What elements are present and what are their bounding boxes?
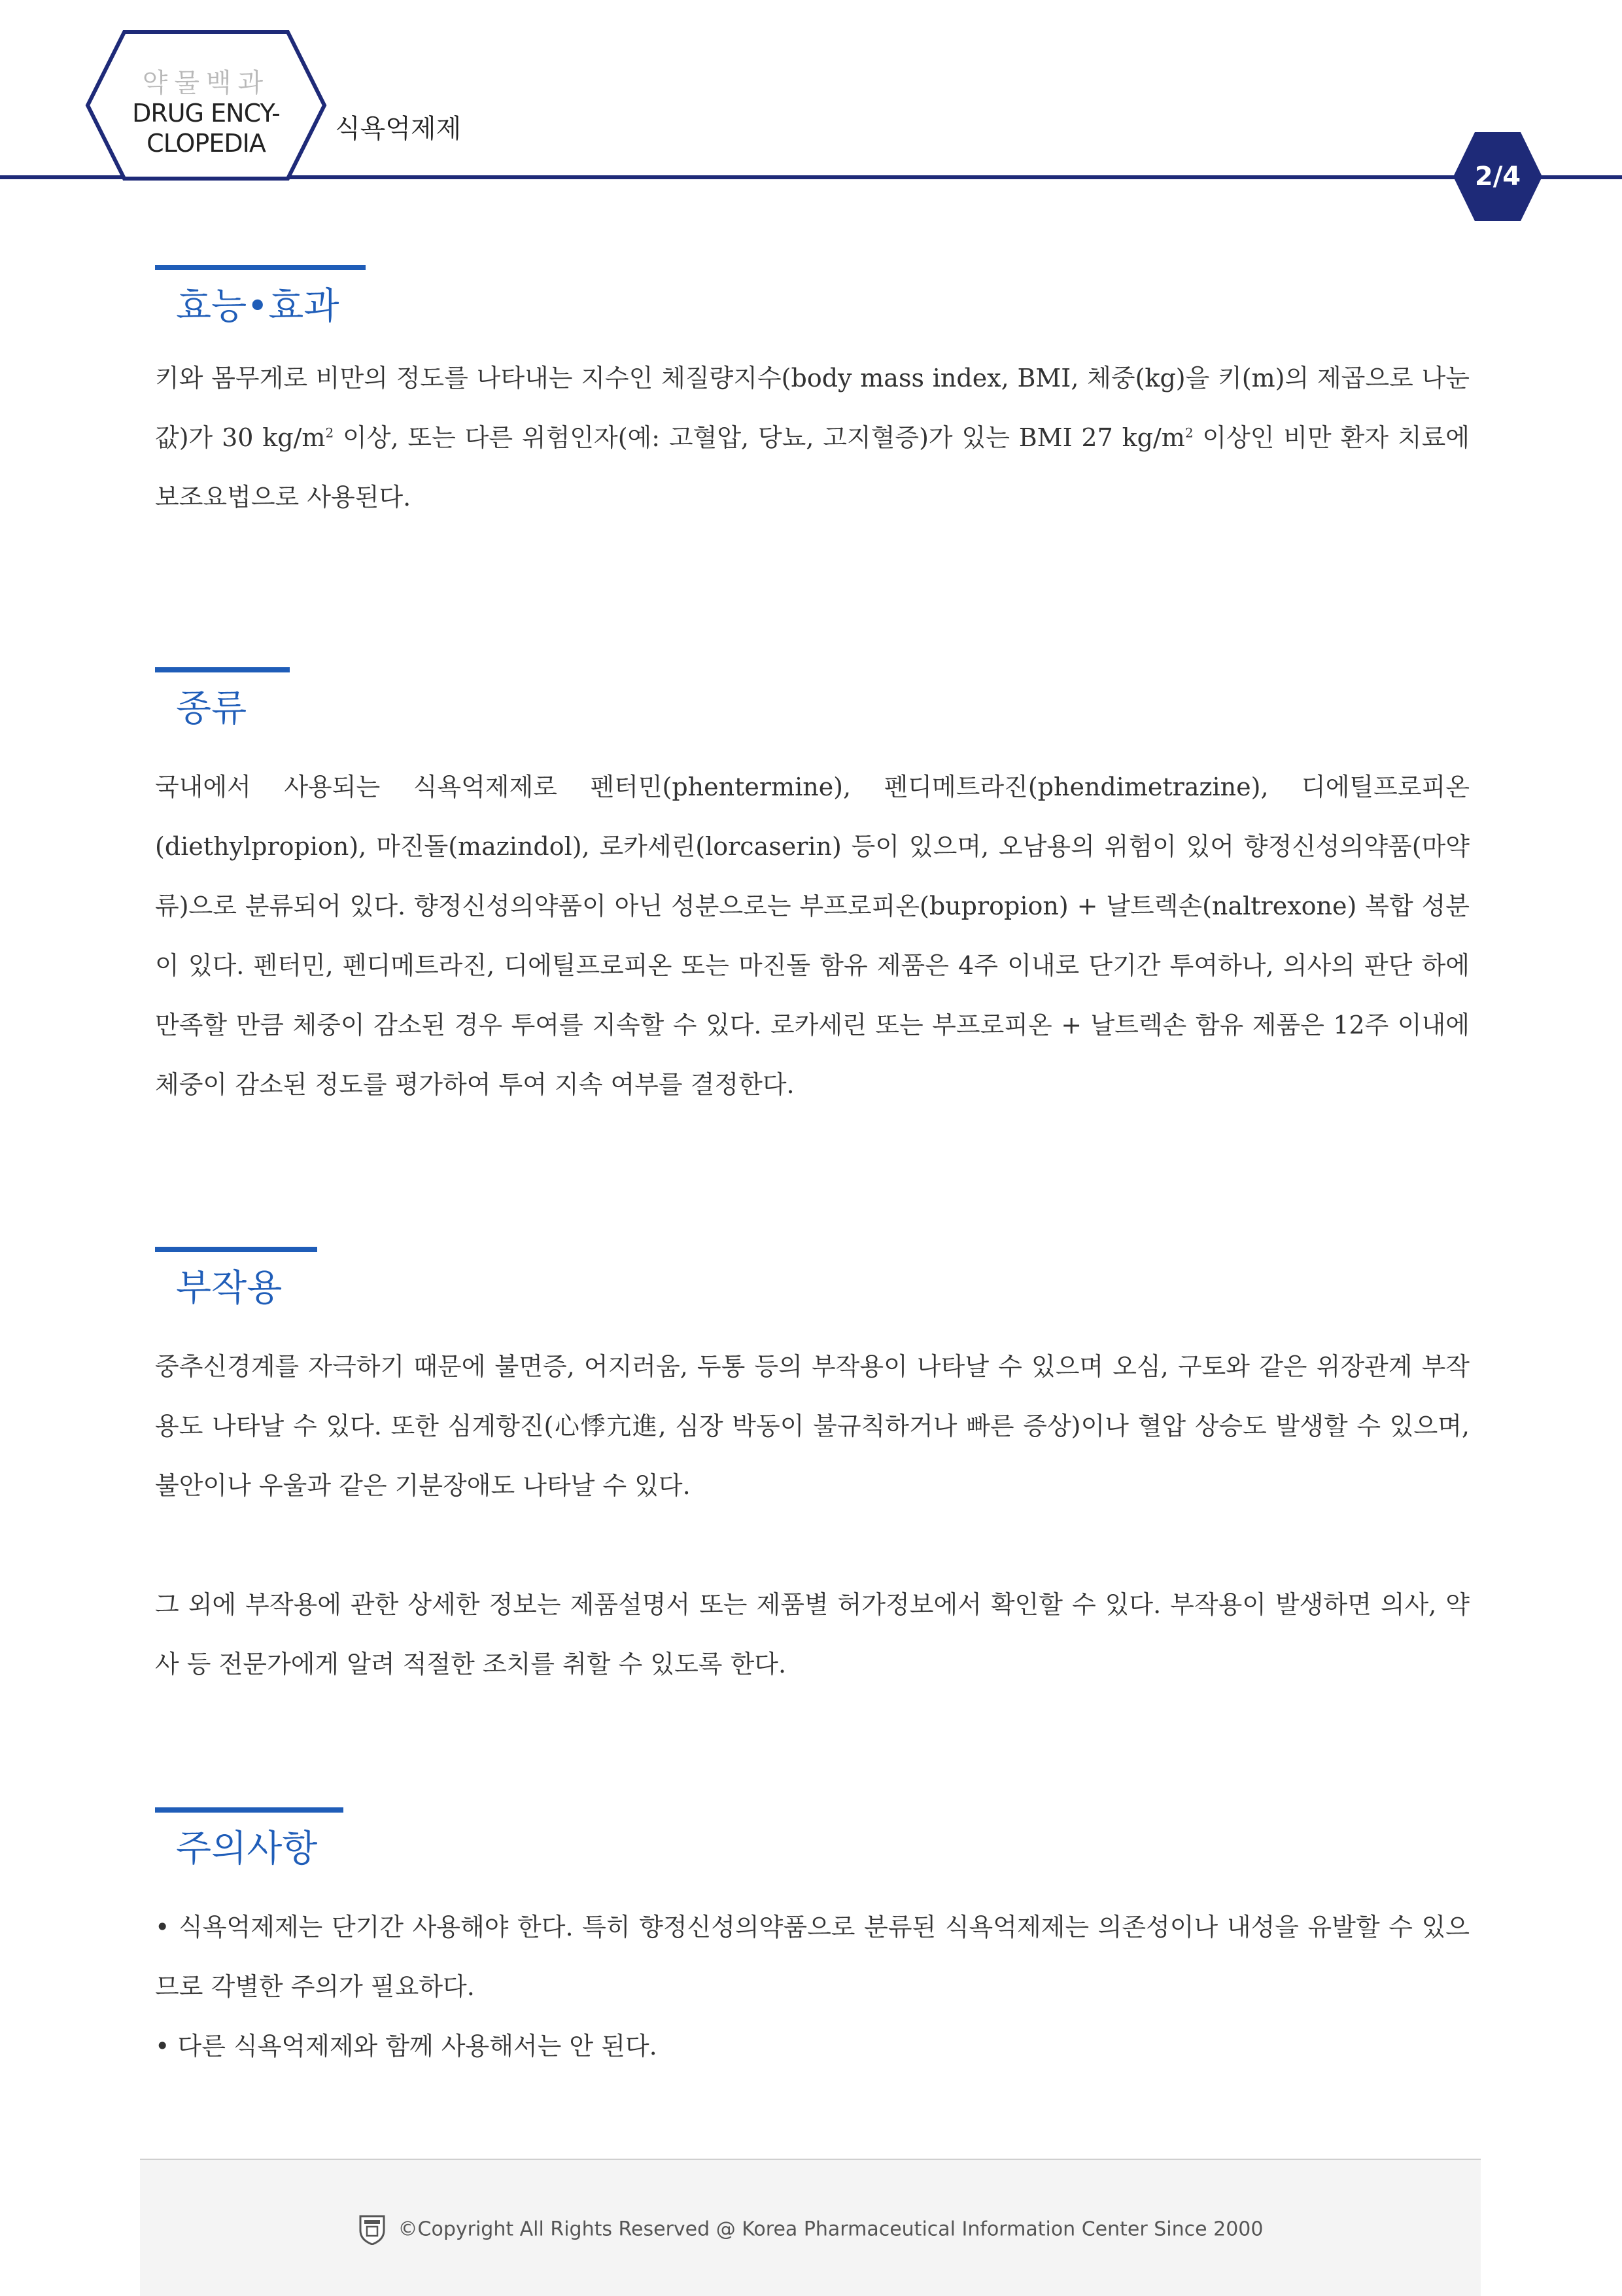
section-body — [155, 757, 1470, 1115]
section-precautions — [155, 1807, 1470, 2076]
shield-crest-icon — [358, 2214, 387, 2245]
side-effects-paragraph-2: 그 외에 부작용에 관한 상세한 정보는 제품설명서 또는 제품별 허가정보에서 확인할 수 있다. 부작용이 발생하면 의사, 약사 등 전문가에게 알려 적절한 조치를 취할 수 있도록 한다. — [155, 1590, 1470, 1679]
section-title: 종류 — [176, 687, 247, 730]
section-accent-bar — [155, 1807, 343, 1813]
document-title: 식욕억제제 — [335, 114, 462, 144]
section-body — [155, 1898, 1470, 2076]
efficacy-text-part3: 이상인 비만 환자 치료에 보조요법으로 사용된다. — [155, 423, 1470, 512]
section-accent-bar — [155, 265, 366, 270]
section-efficacy — [155, 265, 1470, 527]
logo-english-line1: DRUG ENCY- — [132, 99, 280, 128]
section-title: 주의사항 — [176, 1828, 318, 1870]
efficacy-paragraph — [155, 349, 1470, 527]
types-paragraph: 국내에서 사용되는 식욕억제제로 펜터민(phentermine), 펜디메트라진(phendimetrazine), 디에틸프로피온(diethylpropion), 마진돌(mazindol), 로카세린(lorcaserin) 등이 있으며, 오남용의 위험이 있어 향정신성의약품(마약류)으로 분류되어 있다. 향정신성의약품이 아닌 성분으로는 부프로피온(bupropion) + 날트렉손(naltrexone) 복합 성분이 있다. 펜터민, 펜디메트라진, 디에틸프로피온 또는 마진돌 함유 제품은 4주 이내로 단기간 투여하나, 의사의 판단 하에 만족할 만큼 체중이 감소된 경우 투여를 지속할 수 있다. 로카세린 또는 부프로피온 + 날트렉손 함유 제품은 12주 이내에 체중이 감소된 정도를 평가하여 투여 지속 여부를 결정한다. — [155, 773, 1470, 1099]
section-title: 효능•효과 — [176, 285, 339, 328]
section-side-effects — [155, 1247, 1470, 1694]
page-indicator-badge — [1452, 131, 1544, 222]
footer-content — [140, 2214, 1481, 2245]
logo-korean-text: 약물백과 — [142, 68, 270, 98]
section-accent-bar — [155, 1247, 317, 1252]
section-types — [155, 667, 1470, 1115]
precaution-bullet-1: • 식욕억제제는 단기간 사용해야 한다. 특히 향정신성의약품으로 분류된 식욕억제제는 의존성이나 내성을 유발할 수 있으므로 각별한 주의가 필요하다. — [155, 1913, 1470, 2001]
page-footer — [140, 2159, 1481, 2296]
efficacy-text-part2: 이상, 또는 다른 위험인자(예: 고혈압, 당뇨, 고지혈증)가 있는 BMI 27 kg/m — [334, 423, 1185, 452]
page-indicator: 2/4 — [1474, 162, 1521, 192]
section-accent-bar — [155, 667, 290, 672]
efficacy-text-part1: 키와 몸무게로 비만의 정도를 나타내는 지수인 체질량지수(body mass index, BMI, 체중(kg)을 키(m)의 제곱으로 나눈 값)가 30 kg/m — [155, 364, 1470, 452]
logo-english-line2: CLOPEDIA — [147, 129, 266, 158]
drug-encyclopedia-logo — [85, 29, 327, 181]
precaution-bullet-2: • 다른 식욕억제제와 함께 사용해서는 안 된다. — [155, 2032, 657, 2061]
superscript-2: 2 — [325, 425, 334, 441]
superscript-2: 2 — [1184, 425, 1194, 441]
copyright-text: ©Copyright All Rights Reserved @ Korea Pharmaceutical Information Center Since 2000 — [398, 2218, 1264, 2241]
side-effects-paragraph-1: 중추신경계를 자극하기 때문에 불면증, 어지러움, 두통 등의 부작용이 나타날 수 있으며 오심, 구토와 같은 위장관계 부작용도 나타날 수 있다. 또한 심계항진(心悸亢進, 심장 박동이 불규칙하거나 빠른 증상)이나 혈압 상승도 발생할 수 있으며, 불안이나 우울과 같은 기분장애도 나타날 수 있다. — [155, 1352, 1470, 1500]
section-body — [155, 1337, 1470, 1694]
section-title: 부작용 — [176, 1267, 283, 1310]
section-body — [155, 349, 1470, 527]
